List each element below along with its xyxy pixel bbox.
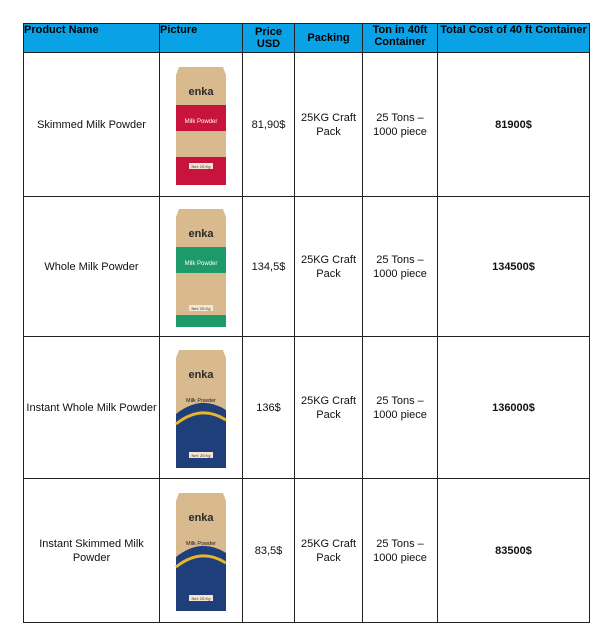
milk-bag-image [171,61,231,189]
table-row [24,337,590,479]
svg-text:Net: 25 Kg: Net: 25 Kg [191,452,211,458]
svg-text:enka: enka [188,368,214,381]
product-total: 136000$ [438,337,590,479]
product-name: Instant Skimmed Milk Powder [24,479,160,623]
header-row [24,24,590,53]
product-price: 81,90$ [243,53,295,197]
product-ton: 25 Tons – 1000 piece [363,337,438,479]
svg-text:Net: 25 Kg: Net: 25 Kg [191,163,211,169]
table-row [24,53,590,197]
svg-text:Net: 25 Kg: Net: 25 Kg [191,595,211,601]
product-total: 81900$ [438,53,590,197]
header-price: Price USD [243,24,295,53]
product-name: Instant Whole Milk Powder [24,337,160,479]
product-picture [160,337,243,479]
header-picture: Picture [160,24,243,53]
product-packing: 25KG Craft Pack [295,53,363,197]
svg-text:enka: enka [188,85,214,98]
product-ton: 25 Tons – 1000 piece [363,479,438,623]
header-ton: Ton in 40ft Container [363,24,438,53]
table-row [24,197,590,337]
product-name: Skimmed Milk Powder [24,53,160,197]
milk-bag-image [171,203,231,331]
price-table [23,23,590,623]
svg-text:Milk Powder: Milk Powder [186,397,216,404]
product-ton: 25 Tons – 1000 piece [363,197,438,337]
svg-text:Net: 25 Kg: Net: 25 Kg [191,305,211,311]
svg-text:Milk Powder: Milk Powder [186,540,216,547]
milk-bag-image [171,487,231,615]
product-name: Whole Milk Powder [24,197,160,337]
product-picture [160,479,243,623]
svg-text:enka: enka [188,511,214,524]
product-packing: 25KG Craft Pack [295,479,363,623]
product-packing: 25KG Craft Pack [295,197,363,337]
svg-text:Milk Powder: Milk Powder [184,118,218,125]
product-price: 83,5$ [243,479,295,623]
header-total: Total Cost of 40 ft Container [438,24,590,53]
svg-text:Milk Powder: Milk Powder [184,260,218,267]
table-row [24,479,590,623]
product-price: 136$ [243,337,295,479]
product-price: 134,5$ [243,197,295,337]
milk-bag-image [171,344,231,472]
header-packing: Packing [295,24,363,53]
svg-text:enka: enka [188,227,214,240]
product-packing: 25KG Craft Pack [295,337,363,479]
product-picture [160,53,243,197]
product-picture [160,197,243,337]
product-total: 83500$ [438,479,590,623]
product-total: 134500$ [438,197,590,337]
header-product-name: Product Name [24,24,160,53]
product-ton: 25 Tons – 1000 piece [363,53,438,197]
